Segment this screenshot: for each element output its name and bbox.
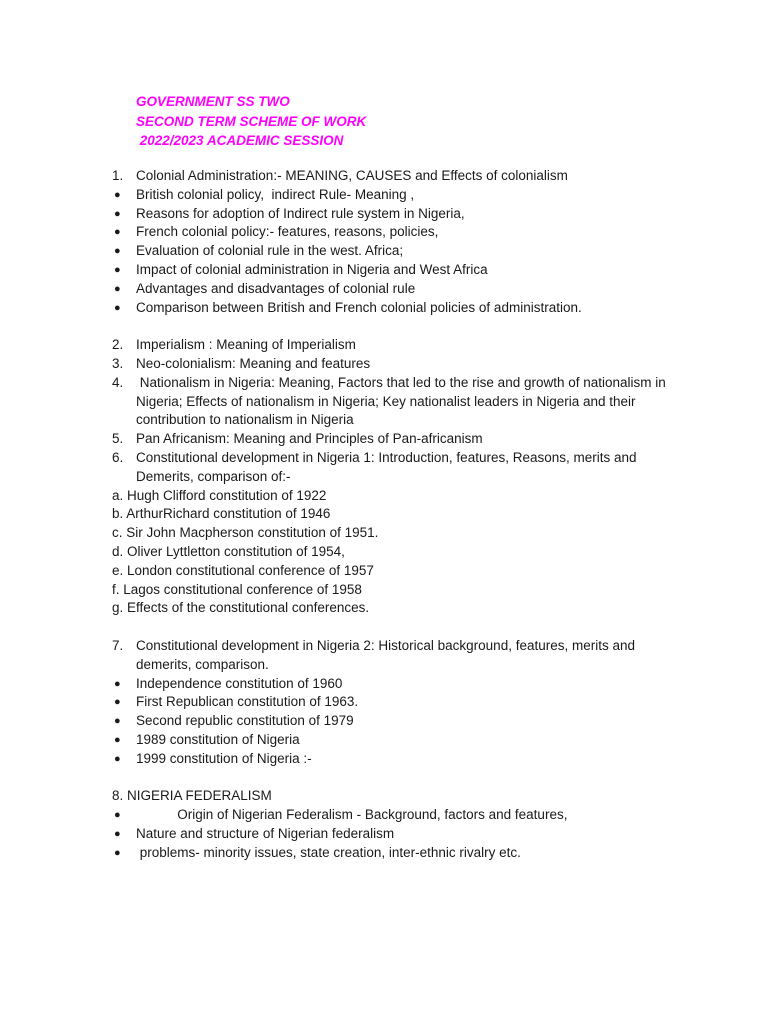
bullet-marker: ● (114, 827, 121, 840)
bullet-marker: ● (114, 809, 121, 822)
list-item-text: Neo-colonialism: Meaning and features (136, 355, 371, 371)
bullet-marker: ● (114, 263, 121, 276)
list-item-text: Origin of Nigerian Federalism - Background, factors and features, (136, 807, 568, 823)
list-item (112, 280, 672, 299)
list-item (112, 505, 672, 524)
section-spacer (112, 769, 672, 788)
list-item (112, 449, 672, 487)
list-item (112, 675, 672, 694)
list-item (112, 430, 672, 449)
list-item (112, 787, 672, 806)
list-item-text: Nationalism in Nigeria: Meaning, Factors that led to the rise and growth of nationalism in Nigeria; Effects of nationalism in Nigeria; Key nationalist leaders in Nigeria and their contribution to nationalism in Nigeria (136, 374, 670, 428)
header-term: SECOND TERM SCHEME OF WORK (136, 113, 367, 129)
bullet-marker: ● (114, 846, 121, 859)
list-number: 1. (112, 168, 124, 183)
bullet-marker: ● (114, 677, 121, 690)
list-item-text: 1999 constitution of Nigeria :- (136, 750, 312, 766)
list-item (112, 712, 672, 731)
list-item (112, 825, 672, 844)
bullet-marker: ● (114, 715, 121, 728)
list-item-text: Colonial Administration:- MEANING, CAUSES and Effects of colonialism (136, 168, 568, 183)
list-item-text: Constitutional development in Nigeria 2: Historical background, features, merits and demerits, comparison. (136, 637, 639, 672)
list-item (112, 750, 672, 769)
list-item (112, 374, 672, 430)
list-item-text: f. Lagos constitutional conference of 1958 (112, 581, 362, 597)
list-item (112, 186, 672, 205)
list-number: 6. (112, 449, 124, 465)
section-spacer (112, 618, 672, 637)
list-item (112, 693, 672, 712)
list-item-text: Imperialism : Meaning of Imperialism (136, 337, 356, 353)
list-item-text: Pan Africanism: Meaning and Principles of Pan-africanism (136, 431, 483, 447)
list-item-text: c. Sir John Macpherson constitution of 1951. (112, 525, 379, 541)
list-number: 5. (112, 431, 124, 447)
bullet-marker: ● (114, 752, 121, 765)
bullet-marker: ● (114, 282, 121, 295)
list-item-text: British colonial policy, indirect Rule- Meaning , (136, 186, 415, 202)
list-item-text: d. Oliver Lyttletton constitution of 1954, (112, 543, 345, 559)
list-number: 7. (112, 637, 124, 653)
list-item (112, 261, 672, 280)
bullet-marker: ● (114, 207, 121, 220)
list-item (112, 543, 672, 562)
list-item (112, 731, 672, 750)
bullet-marker: ● (114, 733, 121, 746)
list-item-text: 1989 constitution of Nigeria (136, 731, 300, 747)
list-item (112, 336, 672, 355)
list-item (112, 242, 672, 261)
list-item (112, 167, 672, 186)
list-item-text: b. ArthurRichard constitution of 1946 (112, 506, 331, 522)
list-item-text: g. Effects of the constitutional conferences. (112, 600, 370, 616)
list-item-text: 8. NIGERIA FEDERALISM (112, 788, 272, 804)
scheme-of-work-list (112, 167, 672, 862)
list-number: 4. (112, 374, 124, 390)
bullet-marker: ● (114, 696, 121, 709)
list-item-text: e. London constitutional conference of 1957 (112, 562, 374, 578)
list-item-text: Nature and structure of Nigerian federalism (136, 825, 395, 841)
list-item-text: Second republic constitution of 1979 (136, 713, 354, 729)
list-item (112, 844, 672, 863)
bullet-marker: ● (114, 188, 121, 201)
list-item-text: problems- minority issues, state creation, inter-ethnic rivalry etc. (136, 844, 521, 860)
list-item (112, 205, 672, 224)
list-item-text: Impact of colonial administration in Nigeria and West Africa (136, 261, 488, 277)
document-header (136, 92, 366, 151)
list-item-text: Independence constitution of 1960 (136, 675, 343, 691)
list-item (112, 487, 672, 506)
list-item (112, 524, 672, 543)
list-item-text: Advantages and disadvantages of colonial rule (136, 280, 416, 296)
list-item (112, 599, 672, 618)
bullet-marker: ● (114, 226, 121, 239)
list-item (112, 299, 672, 318)
header-session: 2022/2023 ACADEMIC SESSION (136, 133, 344, 148)
list-item-text: Constitutional development in Nigeria 1: Introduction, features, Reasons, merits and Demerits, comparison of:- (136, 449, 641, 484)
list-item (112, 581, 672, 600)
list-item-text: Comparison between British and French colonial policies of administration. (136, 299, 582, 315)
list-number: 2. (112, 337, 124, 353)
list-item (112, 637, 672, 675)
list-item (112, 806, 672, 825)
list-item (112, 223, 672, 242)
bullet-marker: ● (114, 301, 121, 314)
section-spacer (112, 317, 672, 336)
list-item (112, 355, 672, 374)
list-number: 3. (112, 355, 124, 371)
list-item-text: First Republican constitution of 1963. (136, 694, 359, 710)
bullet-marker: ● (114, 245, 121, 258)
header-subject: GOVERNMENT SS TWO (136, 94, 290, 109)
list-item-text: a. Hugh Clifford constitution of 1922 (112, 487, 327, 503)
list-item (112, 562, 672, 581)
list-item-text: Evaluation of colonial rule in the west. Africa; (136, 243, 404, 259)
list-item-text: French colonial policy:- features, reasons, policies, (136, 224, 439, 240)
list-item-text: Reasons for adoption of Indirect rule system in Nigeria, (136, 205, 465, 221)
